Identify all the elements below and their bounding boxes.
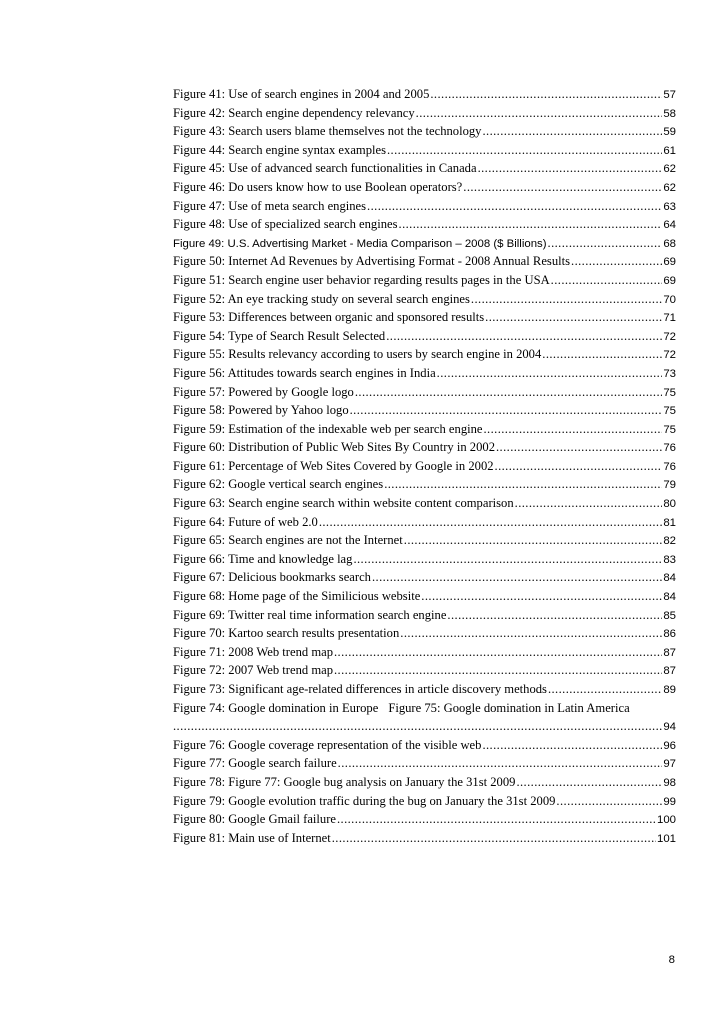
toc-entry-page: 87 bbox=[663, 646, 676, 659]
toc-entry-label: Figure 57: Powered by Google logo bbox=[173, 384, 354, 399]
toc-entry[interactable] bbox=[173, 104, 676, 123]
toc-entry-label: Figure 42: Search engine dependency relevancy bbox=[173, 105, 415, 120]
dot-leader bbox=[485, 308, 662, 327]
dot-leader bbox=[399, 215, 663, 234]
toc-entry-label: Figure 49: U.S. Advertising Market - Media Comparison – 2008 ($ Billions) bbox=[173, 237, 547, 250]
toc-entry[interactable] bbox=[173, 345, 676, 364]
dot-leader bbox=[515, 494, 663, 513]
toc-entry-page: 100 bbox=[656, 814, 676, 827]
dot-leader bbox=[478, 159, 663, 178]
dot-leader bbox=[319, 513, 663, 532]
toc-entry[interactable] bbox=[173, 141, 676, 160]
dot-leader bbox=[484, 420, 663, 439]
toc-entry[interactable] bbox=[173, 661, 676, 680]
dot-leader bbox=[350, 401, 663, 420]
toc-entry[interactable] bbox=[173, 606, 676, 625]
toc-entry-page: 71 bbox=[663, 312, 676, 325]
dot-leader bbox=[334, 643, 662, 662]
toc-entry-label: Figure 77: Google search failure bbox=[173, 756, 337, 771]
dot-leader bbox=[447, 606, 662, 625]
dot-leader bbox=[556, 792, 662, 811]
toc-entry-label: Figure 46: Do users know how to use Boolean operators? bbox=[173, 179, 463, 194]
toc-entry-page: 86 bbox=[663, 628, 676, 641]
toc-entry-label-part: Figure 74: Google domination in Europe bbox=[173, 700, 379, 715]
dot-leader bbox=[430, 85, 662, 104]
toc-entry-label: Figure 63: Search engine search within website content comparison bbox=[173, 496, 514, 511]
toc-entry-label: Figure 54: Type of Search Result Selected bbox=[173, 328, 386, 343]
toc-entry-label: Figure 80: Google Gmail failure bbox=[173, 812, 336, 827]
toc-entry-continuation bbox=[173, 717, 676, 736]
toc-entry-label: Figure 73: Significant age-related differences in article discovery methods bbox=[173, 682, 547, 696]
toc-entry-page: 80 bbox=[663, 498, 676, 511]
toc-entry[interactable] bbox=[173, 252, 676, 271]
dot-leader bbox=[548, 234, 663, 253]
toc-entry[interactable] bbox=[173, 531, 676, 550]
dot-leader bbox=[416, 104, 663, 123]
toc-entry-page: 72 bbox=[663, 349, 676, 362]
toc-entry-page: 70 bbox=[663, 293, 676, 306]
dot-leader bbox=[173, 717, 662, 736]
toc-entry-label: Figure 69: Twitter real time information search engine bbox=[173, 607, 447, 622]
toc-entry-label: Figure 81: Main use of Internet bbox=[173, 830, 331, 845]
toc-entry-page: 101 bbox=[656, 832, 676, 845]
toc-entry[interactable] bbox=[173, 568, 676, 587]
toc-entry-label: Figure 78: Figure 77: Google bug analysis on January the 31st 2009 bbox=[173, 774, 516, 789]
toc-entry-page: 83 bbox=[663, 553, 676, 566]
toc-entry[interactable] bbox=[173, 829, 676, 848]
toc-entry-page: 97 bbox=[663, 758, 676, 771]
toc-entry[interactable] bbox=[173, 159, 676, 178]
toc-entry[interactable] bbox=[173, 680, 676, 699]
dot-leader bbox=[332, 829, 656, 848]
table-of-figures bbox=[173, 85, 676, 847]
toc-entry-label: Figure 64: Future of web 2.0 bbox=[173, 514, 318, 529]
toc-entry-page: 84 bbox=[663, 572, 676, 585]
toc-entry-label: Figure 47: Use of meta search engines bbox=[173, 198, 367, 213]
dot-leader bbox=[495, 457, 663, 476]
toc-entry[interactable] bbox=[173, 810, 676, 829]
dot-leader bbox=[400, 624, 662, 643]
dot-leader bbox=[542, 345, 662, 364]
toc-entry-label: Figure 76: Google coverage representation of the visible web bbox=[173, 737, 482, 752]
toc-entry-page: 85 bbox=[663, 609, 676, 622]
toc-entry[interactable] bbox=[173, 475, 676, 494]
toc-entry-page: 69 bbox=[663, 274, 676, 287]
toc-entry-page: 89 bbox=[663, 684, 676, 696]
dot-leader bbox=[471, 290, 662, 309]
toc-entry[interactable] bbox=[173, 550, 676, 569]
toc-entry[interactable] bbox=[173, 197, 676, 216]
dot-leader bbox=[548, 680, 662, 699]
toc-entry-page: 79 bbox=[663, 479, 676, 492]
toc-entry-page: 87 bbox=[663, 665, 676, 678]
toc-entry[interactable] bbox=[173, 122, 676, 141]
dot-leader bbox=[384, 475, 662, 494]
toc-entry-label-part: Figure 75: Google domination in Latin America bbox=[388, 700, 630, 715]
dot-leader bbox=[387, 141, 662, 160]
dot-leader bbox=[496, 438, 662, 457]
toc-entry[interactable] bbox=[173, 215, 676, 234]
dot-leader bbox=[334, 661, 662, 680]
toc-entry-page: 63 bbox=[663, 200, 676, 213]
toc-entry-label bbox=[173, 699, 676, 718]
toc-entry-page: 62 bbox=[663, 181, 676, 194]
toc-entry-page: 61 bbox=[663, 144, 676, 157]
toc-entry[interactable] bbox=[173, 327, 676, 346]
toc-entry[interactable] bbox=[173, 364, 676, 383]
toc-entry[interactable] bbox=[173, 754, 676, 773]
toc-entry[interactable] bbox=[173, 494, 676, 513]
toc-entry[interactable] bbox=[173, 624, 676, 643]
toc-entry[interactable] bbox=[173, 234, 676, 253]
toc-entry[interactable] bbox=[173, 401, 676, 420]
toc-entry[interactable] bbox=[173, 736, 676, 755]
dot-leader bbox=[437, 364, 663, 383]
toc-entry-page: 98 bbox=[663, 776, 676, 789]
toc-entry[interactable] bbox=[173, 513, 676, 532]
toc-entry-page: 68 bbox=[663, 237, 676, 250]
toc-entry-label: Figure 53: Differences between organic and sponsored results bbox=[173, 310, 485, 325]
toc-entry[interactable] bbox=[173, 792, 676, 811]
toc-entry-label: Figure 79: Google evolution traffic during the bug on January the 31st 2009 bbox=[173, 793, 556, 808]
dot-leader bbox=[482, 736, 662, 755]
toc-entry-page: 69 bbox=[663, 256, 676, 269]
toc-entry-page: 81 bbox=[663, 516, 676, 529]
toc-entry[interactable] bbox=[173, 290, 676, 309]
toc-entry-label: Figure 61: Percentage of Web Sites Covered by Google in 2002 bbox=[173, 458, 494, 473]
toc-entry-label: Figure 66: Time and knowledge lag bbox=[173, 551, 353, 566]
toc-entry-label: Figure 65: Search engines are not the Internet bbox=[173, 533, 403, 548]
dot-leader bbox=[386, 327, 662, 346]
dot-leader bbox=[338, 754, 663, 773]
toc-entry-page: 94 bbox=[663, 721, 676, 734]
toc-entry-page: 73 bbox=[663, 367, 676, 380]
dot-leader bbox=[516, 773, 662, 792]
toc-entry[interactable] bbox=[173, 383, 676, 402]
toc-entry[interactable] bbox=[173, 438, 676, 457]
toc-entry-label: Figure 68: Home page of the Similicious website bbox=[173, 589, 421, 604]
dot-leader bbox=[337, 810, 656, 829]
toc-entry-page: 72 bbox=[663, 330, 676, 343]
toc-entry-page: 99 bbox=[663, 795, 676, 808]
dot-leader bbox=[571, 252, 662, 271]
toc-entry-label: Figure 45: Use of advanced search functionalities in Canada bbox=[173, 161, 477, 176]
toc-entry[interactable] bbox=[173, 85, 676, 104]
dot-leader bbox=[355, 383, 662, 402]
toc-entry-label: Figure 52: An eye tracking study on several search engines bbox=[173, 291, 470, 306]
toc-entry-label: Figure 44: Search engine syntax examples bbox=[173, 142, 386, 157]
toc-entry-label: Figure 50: Internet Ad Revenues by Advertising Format - 2008 Annual Results bbox=[173, 254, 571, 269]
dot-leader bbox=[372, 568, 662, 587]
toc-entry-page: 75 bbox=[663, 405, 676, 418]
toc-entry-label: Figure 48: Use of specialized search engines bbox=[173, 217, 398, 232]
toc-entry-page: 75 bbox=[663, 423, 676, 436]
dot-leader bbox=[482, 122, 662, 141]
toc-entry-label: Figure 59: Estimation of the indexable web per search engine bbox=[173, 421, 483, 436]
dot-leader bbox=[404, 531, 663, 550]
toc-entry-label: Figure 70: Kartoo search results presentation bbox=[173, 626, 400, 641]
toc-entry-page: 64 bbox=[663, 219, 676, 232]
dot-leader bbox=[421, 587, 662, 606]
toc-entry[interactable] bbox=[173, 773, 676, 792]
toc-entry[interactable] bbox=[173, 178, 676, 197]
toc-entry[interactable] bbox=[173, 587, 676, 606]
toc-entry-page: 62 bbox=[663, 163, 676, 176]
toc-entry-label: Figure 51: Search engine user behavior regarding results pages in the USA bbox=[173, 272, 550, 287]
toc-entry-page: 57 bbox=[663, 89, 676, 101]
toc-entry-page: 58 bbox=[663, 107, 676, 120]
toc-entry-wrapped[interactable] bbox=[173, 699, 676, 736]
toc-entry-label: Figure 67: Delicious bookmarks search bbox=[173, 570, 371, 585]
dot-leader bbox=[353, 550, 662, 569]
toc-entry-label: Figure 71: 2008 Web trend map bbox=[173, 644, 333, 659]
toc-entry-page: 59 bbox=[663, 126, 676, 139]
toc-entry-label: Figure 55: Results relevancy according to users by search engine in 2004 bbox=[173, 347, 542, 362]
toc-entry-page: 96 bbox=[663, 739, 676, 752]
toc-entry-label: Figure 56: Attitudes towards search engines in India bbox=[173, 365, 436, 380]
dot-leader bbox=[551, 271, 663, 290]
toc-entry-page: 82 bbox=[663, 535, 676, 548]
toc-entry[interactable] bbox=[173, 420, 676, 439]
toc-entry[interactable] bbox=[173, 271, 676, 290]
toc-entry[interactable] bbox=[173, 457, 676, 476]
toc-entry[interactable] bbox=[173, 308, 676, 327]
toc-entry-label: Figure 72: 2007 Web trend map bbox=[173, 663, 333, 678]
toc-entry-page: 76 bbox=[663, 460, 676, 473]
toc-entry-page: 84 bbox=[663, 591, 676, 604]
toc-entry-label: Figure 60: Distribution of Public Web Sites By Country in 2002 bbox=[173, 440, 495, 455]
dot-leader bbox=[463, 178, 662, 197]
toc-entry-page: 75 bbox=[663, 386, 676, 399]
dot-leader bbox=[367, 197, 662, 216]
toc-entry-label: Figure 43: Search users blame themselves not the technology bbox=[173, 124, 482, 139]
page-number: 8 bbox=[668, 954, 675, 966]
toc-entry-label: Figure 58: Powered by Yahoo logo bbox=[173, 403, 349, 418]
toc-entry-label: Figure 41: Use of search engines in 2004 and 2005 bbox=[173, 87, 430, 101]
toc-entry-label: Figure 62: Google vertical search engines bbox=[173, 477, 384, 492]
toc-entry[interactable] bbox=[173, 643, 676, 662]
toc-entry-page: 76 bbox=[663, 442, 676, 455]
